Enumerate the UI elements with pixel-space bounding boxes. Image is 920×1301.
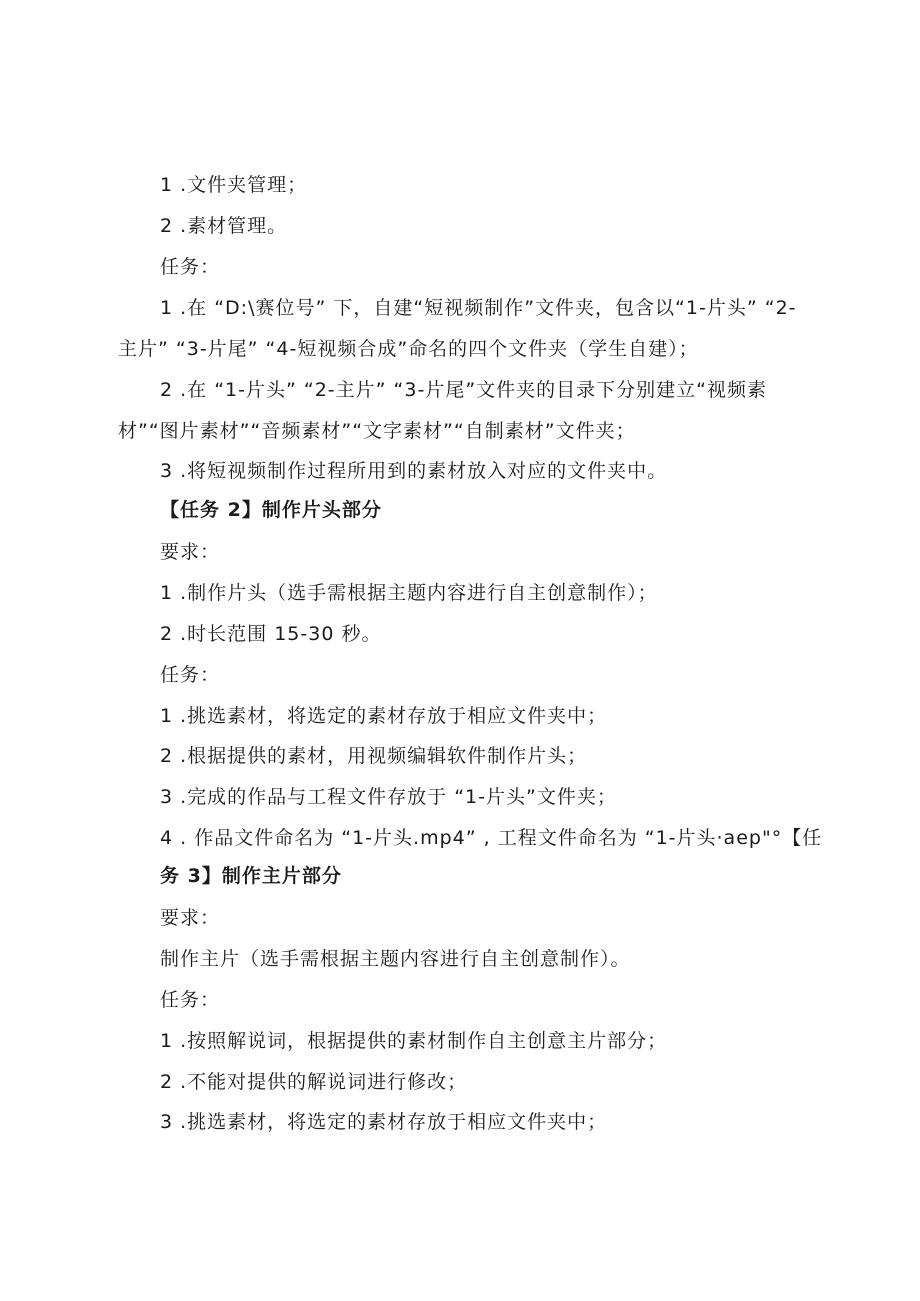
paragraph-line: 3 .挑选素材，将选定的素材存放于相应文件夹中； (160, 1111, 608, 1133)
paragraph-line: 1 .文件夹管理； (160, 174, 308, 196)
paragraph-line: 要求： (160, 907, 221, 929)
paragraph-line: 要求： (160, 541, 221, 563)
paragraph-line: 2 .时长范围 15-30 秒。 (160, 623, 382, 645)
paragraph-line: 1 .制作片头（选手需根据主题内容进行自主创意制作）； (160, 582, 658, 604)
paragraph-line: 任务： (160, 256, 221, 278)
paragraph-line: 3 .完成的作品与工程文件存放于 “1-片头”文件夹； (160, 786, 617, 808)
paragraph-line: 2 .在 “1-片头” “2-主片” “3-片尾”文件夹的目录下分别建立“视频素 (160, 379, 768, 401)
section-heading: 务 3】制作主片部分 (160, 865, 342, 887)
paragraph-line: 任务： (160, 664, 221, 686)
paragraph-line: 任务： (160, 989, 221, 1011)
paragraph-line: 1 .按照解说词，根据提供的素材制作自主创意主片部分； (160, 1030, 668, 1052)
paragraph-line: 2 .根据提供的素材，用视频编辑软件制作片头； (160, 745, 588, 767)
paragraph-line: 1 .在 “D:\赛位号” 下，自建“短视频制作”文件夹，包含以“1-片头” “2- (160, 297, 797, 319)
paragraph-line: 2 .不能对提供的解说词进行修改； (160, 1071, 468, 1093)
paragraph-line: 材”“图片素材”“音频素材”“文字素材”“自制素材”文件夹； (118, 420, 636, 442)
paragraph-line: 4 . 作品文件命名为 “1-片头.mp4” , 工程文件命名为 “1-片头·aep"°【任 (160, 827, 823, 849)
paragraph-line: 1 .挑选素材，将选定的素材存放于相应文件夹中； (160, 705, 608, 727)
paragraph-line: 主片” “3-片尾” “4-短视频合成”命名的四个文件夹（学生自建）； (118, 338, 699, 360)
section-heading: 【任务 2】制作片头部分 (160, 499, 382, 521)
paragraph-line: 2 .素材管理。 (160, 215, 288, 237)
paragraph-line: 制作主片（选手需根据主题内容进行自主创意制作）。 (160, 948, 631, 970)
paragraph-line: 3 .将短视频制作过程所用到的素材放入对应的文件夹中。 (160, 460, 668, 482)
